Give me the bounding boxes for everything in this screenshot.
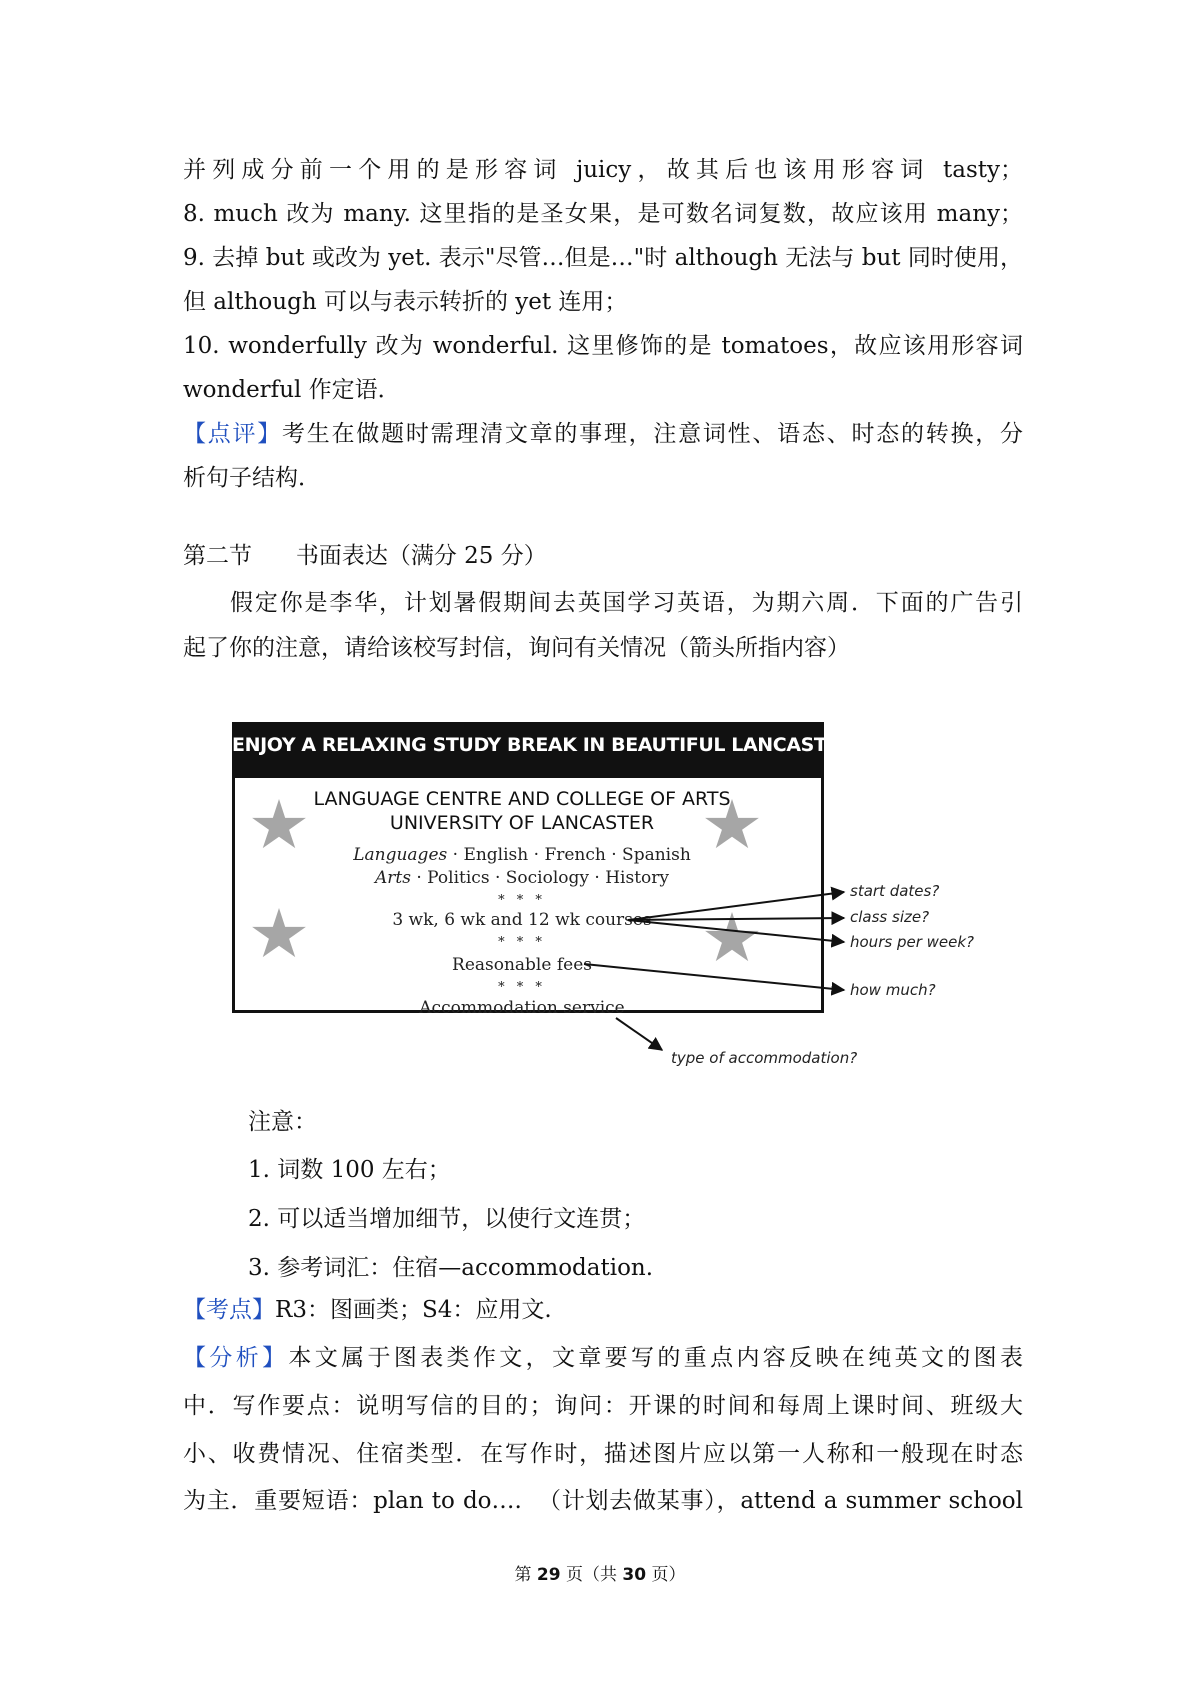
text-line: 并列成分前一个用的是形容词 juicy，故其后也该用形容词 tasty； xyxy=(183,157,1023,183)
arrow-how-much xyxy=(584,964,844,990)
analysis-line: 小、收费情况、住宿类型．在写作时，描述图片应以第一人称和一般现在时态 xyxy=(183,1441,1023,1467)
text-line: 8. much 改为 many. 这里指的是圣女果，是可数名词复数，故应该用 many； xyxy=(183,201,1023,227)
kaodian-line xyxy=(183,1295,1023,1325)
arrow-hours xyxy=(628,920,844,942)
comment-text: 考生在做题时需理清文章的事理，注意词性、语态、时态的转换，分 xyxy=(282,421,1024,447)
arts-list: · Politics · Sociology · History xyxy=(410,868,669,888)
ad-accommodation: Accommodation service xyxy=(419,998,625,1018)
ad-fees: Reasonable fees xyxy=(452,955,592,975)
languages-list: · English · French · Spanish xyxy=(447,845,691,865)
footer-pre: 第 xyxy=(514,1565,537,1585)
note-item: 2. 可以适当增加细节，以使行文连贯； xyxy=(248,1206,646,1232)
analysis-line: 中．写作要点：说明写信的目的；询问：开课的时间和每周上课时间、班级大 xyxy=(183,1393,1023,1419)
question-hours: hours per week? xyxy=(850,933,974,951)
languages-label: Languages xyxy=(353,845,448,865)
total-pages: 30 xyxy=(622,1565,647,1585)
analysis-text: 本文属于图表类作文，文章要写的重点内容反映在纯英文的图表 xyxy=(288,1345,1024,1371)
ad-courses: 3 wk, 6 wk and 12 wk courses xyxy=(392,910,652,930)
note-item: 1. 词数 100 左右； xyxy=(248,1157,451,1183)
question-class-size: class size? xyxy=(850,908,930,926)
arrow-accommodation xyxy=(616,1018,662,1050)
kaodian-text: R3：图画类；S4：应用文. xyxy=(275,1297,552,1323)
text-line: 但 although 可以与表示转折的 yet 连用； xyxy=(183,289,628,315)
page-number: 29 xyxy=(536,1565,561,1585)
text-line: 析句子结构． xyxy=(183,465,321,491)
question-start-dates: start dates? xyxy=(850,882,940,900)
comment-tag: 【点评】 xyxy=(183,421,283,447)
text-line: 9. 去掉 but 或改为 yet. 表示"尽管…但是…"时 although 无法与 but 同时使用， xyxy=(183,245,1023,271)
ad-separator: * * * xyxy=(498,935,546,950)
text-line: 10. wonderfully 改为 wonderful. 这里修饰的是 tomatoes，故应该用形容词 xyxy=(183,333,1023,359)
ad-title-2: UNIVERSITY OF LANCASTER xyxy=(389,812,655,834)
page-footer xyxy=(0,1560,1200,1585)
footer-post: 页） xyxy=(646,1565,686,1585)
text-line: wonderful 作定语． xyxy=(183,377,401,403)
analysis-line: 为主．重要短语：plan to do…. （计划去做某事），attend a summer school xyxy=(183,1488,1023,1514)
analysis-paragraph xyxy=(183,1343,1023,1373)
section-heading: 第二节 书面表达（满分 25 分） xyxy=(183,543,547,569)
arts-label: Arts xyxy=(375,868,411,888)
arrow-start-dates xyxy=(628,892,844,920)
footer-mid: 页（共 xyxy=(560,1565,623,1585)
advertisement-figure xyxy=(226,720,986,1080)
question-accommodation: type of accommodation? xyxy=(671,1049,858,1067)
annotation-arrows xyxy=(226,720,986,1080)
analysis-tag: 【分析】 xyxy=(183,1345,289,1371)
ad-banner-text: ENJOY A RELAXING STUDY BREAK IN BEAUTIFUL LANCASTER xyxy=(232,734,854,756)
question-how-much: how much? xyxy=(850,981,936,999)
ad-separator: * * * xyxy=(498,980,546,995)
prompt-line: 假定你是李华，计划暑假期间去英国学习英语，为期六周．下面的广告引 xyxy=(230,590,1023,616)
ad-separator: * * * xyxy=(498,893,546,908)
kaodian-tag: 【考点】 xyxy=(183,1297,275,1323)
arrow-class-size xyxy=(628,918,844,920)
notes-heading: 注意： xyxy=(248,1109,317,1135)
comment-paragraph xyxy=(183,419,1023,449)
prompt-line: 起了你的注意，请给该校写封信，询问有关情况（箭头所指内容） xyxy=(183,635,850,661)
ad-title-1: LANGUAGE CENTRE AND COLLEGE OF ARTS xyxy=(313,788,731,810)
note-item: 3. 参考词汇：住宿—accommodation. xyxy=(248,1255,654,1281)
